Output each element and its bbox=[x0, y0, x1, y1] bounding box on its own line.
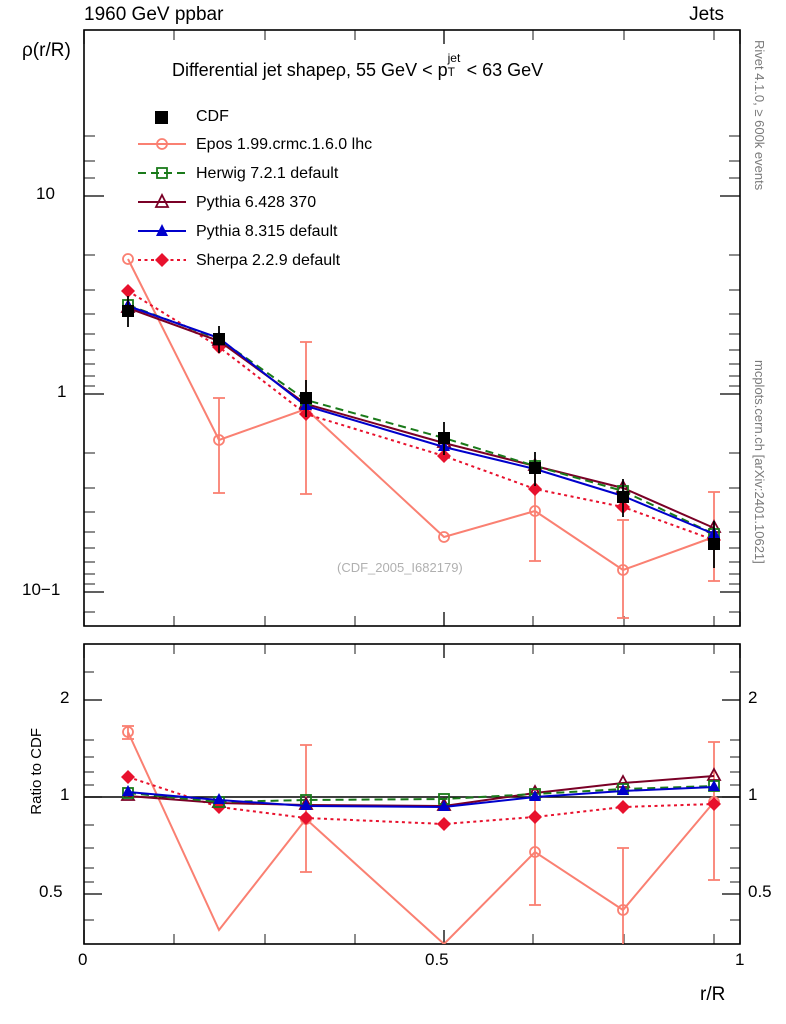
ratio-y-axis-label: Ratio to CDF bbox=[28, 728, 45, 815]
plot-title-sup: jet bbox=[447, 51, 461, 65]
ratio-y-tick-2-left: 2 bbox=[60, 688, 70, 707]
x-axis-label: r/R bbox=[700, 984, 726, 1005]
y-tick-0p1: 10−1 bbox=[22, 580, 61, 599]
legend-item-herwig: Herwig 7.2.1 default bbox=[196, 165, 339, 182]
analysis-watermark: (CDF_2005_I682179) bbox=[337, 560, 463, 575]
legend-item-cdf: CDF bbox=[196, 108, 229, 125]
plot-title-rho: ρ bbox=[335, 60, 347, 80]
plot-title-mid: , 55 GeV < p bbox=[346, 60, 448, 80]
ratio-y-tick-2-right: 2 bbox=[748, 688, 758, 707]
ratio-y-tick-0p5-left: 0.5 bbox=[39, 882, 63, 901]
x-tick-0: 0 bbox=[78, 950, 88, 969]
legend-item-sherpa: Sherpa 2.2.9 default bbox=[196, 252, 341, 269]
x-tick-0p5: 0.5 bbox=[425, 950, 449, 969]
ratio-y-tick-0p5-right: 0.5 bbox=[748, 882, 772, 901]
y-tick-1: 1 bbox=[57, 382, 67, 401]
ratio-y-tick-1-right: 1 bbox=[748, 785, 758, 804]
plot-title-main: Differential jet shape bbox=[172, 60, 336, 80]
legend-item-pythia6: Pythia 6.428 370 bbox=[196, 194, 317, 211]
ratio-y-tick-1-left: 1 bbox=[60, 785, 70, 804]
legend-item-epos: Epos 1.99.crmc.1.6.0 lhc bbox=[196, 136, 373, 153]
legend-markers bbox=[138, 111, 186, 267]
main-y-axis-label: ρ(r/R) bbox=[22, 40, 71, 61]
rivet-version-note: Rivet 4.1.0, ≥ 600k events bbox=[752, 40, 767, 191]
plot-title bbox=[172, 51, 544, 81]
x-tick-1: 1 bbox=[735, 950, 745, 969]
legend-item-pythia8: Pythia 8.315 default bbox=[196, 223, 338, 240]
y-tick-10: 10 bbox=[36, 184, 55, 203]
mcplots-note: mcplots.cern.ch [arXiv:2401.10621] bbox=[752, 360, 767, 564]
plot-title-sub: T bbox=[447, 65, 455, 79]
header-right: Jets bbox=[689, 4, 724, 25]
header-left: 1960 GeV ppbar bbox=[84, 4, 224, 25]
plot-title-end: < 63 GeV bbox=[461, 60, 544, 80]
